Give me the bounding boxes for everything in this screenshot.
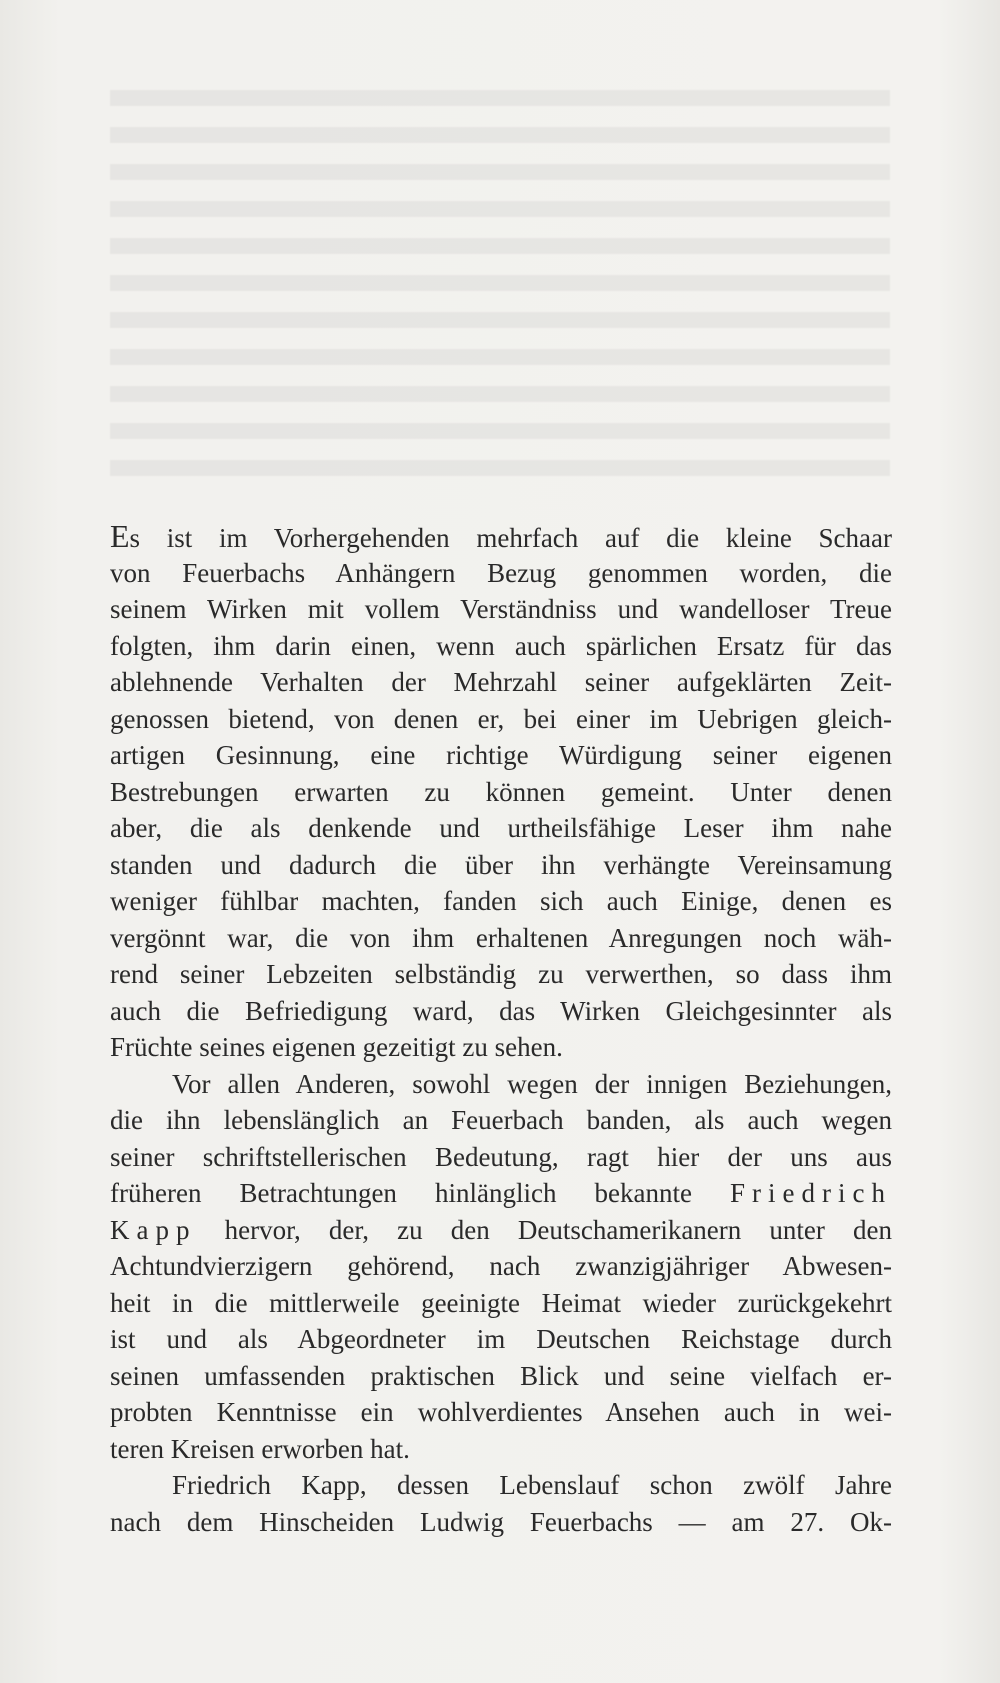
text-line [110,518,892,555]
text-line: ablehnende Verhalten der Mehrzahl seiner aufgeklärten Zeit- [110,667,892,697]
text-line [110,1212,892,1249]
text-line: von Feuerbachs Anhängern Bezug genommen worden, die [110,557,892,588]
text-line: auch die Befriedigung ward, das Wirken Gleichgesinnter als [110,995,892,1026]
text-line: Bestrebungen erwarten zu können gemeint. Unter denen [110,776,892,807]
text-line: standen und dadurch die über ihn verhängte Vereinsamung [110,849,892,880]
text-line: Früchte seines eigenen gezeitigt zu sehen. [110,1032,563,1062]
text-line: die ihn lebenslänglich an Feuerbach banden, als auch wegen [110,1105,892,1135]
line-text: s ist im Vorhergehenden mehrfach auf die kleine Schaar [129,523,892,553]
text-line: seiner schriftstellerischen Bedeutung, ragt hier der uns aus [110,1141,892,1172]
text-line: nach dem Hinscheiden Ludwig Feuerbachs — am 27. Ok- [110,1506,892,1537]
text-line: vergönnt war, die von ihm erhaltenen Anregungen noch wäh- [110,922,892,953]
bleed-through-text [110,90,890,490]
text-line: heit in die mittlerweile geeinigte Heimat wieder zurückgekehrt [110,1287,892,1318]
text-line: folgten, ihm darin einen, wenn auch spärlichen Ersatz für das [110,630,892,661]
body-text [110,518,892,1540]
text-line: artigen Gesinnung, eine richtige Würdigung seiner eigenen [110,740,892,770]
text-line: weniger fühlbar machten, fanden sich auch Einige, denen es [110,886,892,916]
line-text: hervor, der, zu den Deutschamerikanern unter den [196,1214,892,1245]
text-line: probten Kenntnisse ein wohlverdientes Ansehen auch in wei- [110,1397,892,1427]
name-spaced: Friedrich [730,1178,892,1208]
text-line: genossen bietend, von denen er, bei einer im Uebrigen gleich- [110,703,892,734]
name-spaced: Kapp [110,1214,197,1245]
initial-letter: E [110,518,130,554]
text-line: Friedrich Kapp, dessen Lebenslauf schon zwölf Jahre [172,1470,892,1500]
text-line [110,1175,892,1212]
text-line: teren Kreisen erworben hat. [110,1433,410,1464]
text-line: seinem Wirken mit vollem Verständniss und wandelloser Treue [110,594,892,624]
text-line: ist und als Abgeordneter im Deutschen Reichstage durch [110,1324,892,1354]
text-line: seinen umfassenden praktischen Blick und seine vielfach er- [110,1360,892,1391]
text-line: Vor allen Anderen, sowohl wegen der innigen Beziehungen, [172,1068,892,1099]
text-line: aber, die als denkende und urtheilsfähige Leser ihm nahe [110,813,892,843]
line-text: früheren Betrachtungen hinlänglich bekannte [110,1178,731,1208]
text-line: rend seiner Lebzeiten selbständig zu verwerthen, so dass ihm [110,959,892,989]
text-line: Achtundvierzigern gehörend, nach zwanzigjähriger Abwesen- [110,1251,892,1281]
